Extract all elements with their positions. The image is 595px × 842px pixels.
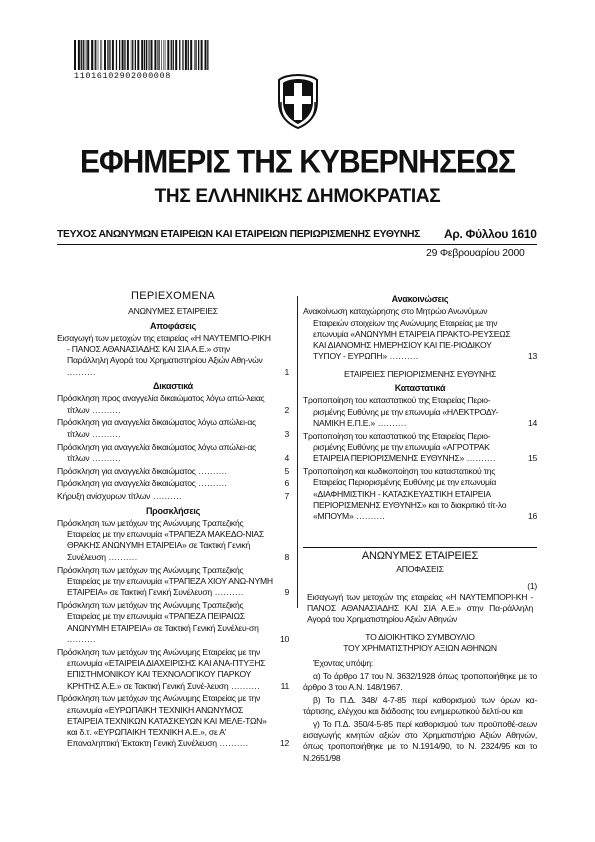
toc-group-title: Ανακοινώσεις [391, 294, 449, 304]
toc-entry-text: Πρόσκληση των μετόχων της Ανώνυμης Τραπεζικής Εταιρείας με την επωνυμία «ΤΡΑΠΕΖΑ ΠΕΙΡΑΙΩΣ ΑΝΩΝΥΜΗ ΕΤΑΙΡΕΙΑ» σε Τακτική Γενική Συνέλευ-ση [57, 599, 259, 633]
toc-heading: ΠΕΡΙΕΧΟΜΕΝΑ [131, 290, 215, 302]
body-section [303, 545, 537, 766]
toc-entry-text: Κήρυξη ανίσχυρων τίτλων [57, 491, 151, 502]
toc-entry-page: 7 [284, 491, 289, 502]
barcode-bar [137, 40, 139, 70]
barcode-bar [135, 40, 136, 70]
board-line-1: ΤΟ ΔΙΟΙΚΗΤΙΚΟ ΣΥΜΒΟΥΛΙΟ [365, 631, 475, 642]
toc-entry-text: Πρόσκληση για αναγγελία δικαιώματος λόγω απώλει-ας τίτλων [57, 417, 256, 439]
toc-entry-text: Πρόσκληση για αναγγελία δικαιώματος [57, 465, 196, 476]
toc-entry-text: Εισαγωγή των μετοχών της εταιρείας «Η ΝΑΥΤΕΜΠΟ-ΡΙΚΗ - ΠΑΝΟΣ ΑΘΑΝΑΣΙΑΔΗΣ ΚΑΙ ΣΙΑ Α.Ε.» στην Παράλληλη Αγορά του Χρηματιστηρίου Αξιών Αθη-νών [57, 332, 271, 366]
toc-entry-text: Ανακοίνωση καταχώρησης στο Μητρώο Ανωνύμων Εταιρειών στοιχείων της Ανώνυμης Εταιρείας με την επωνυμία «ΑΝΩΝΥΜΗ ΕΤΑΙΡΕΙΑ ΠΡΑΚΤΟ-ΡΕΥΣΕΩΣ ΚΑΙ ΔΙΑΝΟΜΗΣ ΗΜΕΡΗΣΙΟΥ ΚΑΙ ΠΕ-ΡΙΟΔΙΚΟΥ ΤΥΠΟΥ - ΕΥΡΩΠΗ» [303, 306, 511, 362]
board-line-2: ΤΟΥ ΧΡΗΜΑΤΙΣΤΗΡΙΟΥ ΑΞΙΩΝ ΑΘΗΝΩΝ [343, 642, 497, 653]
toc-leader-dots: .......... [67, 366, 96, 377]
clause-paragraph: α) Το άρθρο 17 του Ν. 3632/1928 όπως τροποποιήθηκε με το άρθρο 3 του Α.Ν. 148/1967. [303, 670, 537, 692]
barcode-bar [182, 40, 183, 70]
barcode-bar [164, 40, 165, 70]
barcode-bar [171, 40, 172, 70]
toc-entry[interactable] [57, 466, 289, 477]
toc-entry[interactable] [57, 600, 289, 645]
toc-leader-dots: .......... [105, 551, 138, 562]
toc-entry[interactable] [57, 565, 289, 599]
barcode-bar [107, 40, 108, 70]
barcode-bar [165, 40, 166, 70]
sheet-number: Αρ. Φύλλου 1610 [444, 227, 537, 241]
toc-entry-text: Πρόσκληση προς αναγγελία δικαιώματος λόγω απώ-λειας τίτλων [57, 393, 265, 415]
issue-date: 29 Φεβρουαρίου 2000 [426, 248, 525, 259]
barcode-bar [198, 40, 199, 70]
toc-entry-text: Τροποποίηση του καταστατικού της Εταιρείας Περιο-ρισμένης Ευθύνης με την επωνυμία «ΗΛΕΚΤΡΟΔΥ-ΝΑΜΙΚΗ Ε.Π.Ε.» [303, 395, 499, 428]
gazette-subtitle: ΤΗΣ ΕΛΛΗΝΙΚΗΣ ΔΗΜΟΚΡΑΤΙΑΣ [154, 186, 441, 207]
column-divider [297, 296, 298, 608]
toc-entry[interactable] [57, 333, 289, 378]
toc-entry-page: 2 [284, 404, 289, 415]
barcode-bar [102, 40, 103, 70]
barcode-bar [185, 40, 187, 70]
barcode-bar [98, 40, 99, 70]
toc-entry[interactable] [303, 466, 537, 522]
toc-left-groups [57, 321, 289, 750]
toc-entry-text: Πρόσκληση των μετόχων της Ανώνυμης Εταιρείας με την επωνυμία «ΕΥΡΩΠΑΙΚΗ ΤΕΧΝΙΚΗ ΑΝΩΝΥΜΟΣ ΕΤΑΙΡΕΙΑ ΤΕΧΝΙΚΩΝ ΚΑΤΑΣΚΕΥΩΝ ΚΑΙ ΜΕΛΕ-ΤΩΝ» και δ.τ. «ΕΥΡΩΠΑΙΚΗ ΤΕΧΝΙΚΗ Α.Ε.», σε Α' Επαναληπτική Έκτακτη Γενική Συνέλευση [57, 693, 267, 749]
issue-type: ΤΕΥΧΟΣ ΑΝΩΝΥΜΩΝ ΕΤΑΙΡΕΙΩΝ ΚΑΙ ΕΤΑΙΡΕΙΩΝ ΠΕΡΙΩΡΙΣΜΕΝΗΣ ΕΥΘΥΝΗΣ [57, 229, 421, 240]
toc-right-groups [303, 294, 537, 363]
barcode-bar [109, 40, 110, 70]
barcode-bar [132, 40, 133, 70]
barcode-bar [78, 40, 80, 70]
barcode-bar [116, 40, 117, 70]
barcode-bar [85, 40, 86, 70]
having-in-mind: Έχοντας υπόψη: [313, 657, 374, 668]
decision-intro: Εισαγωγή των μετοχών της εταιρείας «Η ΝΑΥΤΕΜΠΟΡΙ-ΚΗ - ΠΑΝΟΣ ΑΘΑΝΑΣΙΑΔΗΣ ΚΑΙ ΣΙΑ Α.Ε.» στην Πα-ράλληλη Αγορά του Χρηματιστηρίου Αξιών Αθηνών [307, 592, 533, 625]
barcode-bar [112, 40, 114, 70]
toc-leader-dots: .......... [89, 452, 122, 463]
toc-entry-page: 4 [284, 452, 289, 463]
toc-entry-page: 12 [279, 738, 289, 749]
barcode-bar [122, 40, 124, 70]
toc-entry[interactable] [57, 693, 289, 749]
toc-entry[interactable] [57, 417, 289, 440]
toc-section-epe: ΕΤΑΙΡΕΙΕΣ ΠΕΡΙΟΡΙΣΜΕΝΗΣ ΕΥΘΥΝΗΣ [343, 368, 497, 379]
barcode-bar [161, 40, 162, 70]
toc-entry-page: 3 [284, 428, 289, 439]
barcode-bar [195, 40, 196, 70]
barcode-bar [91, 40, 93, 70]
toc-leader-dots: .......... [67, 633, 96, 644]
barcode-bar [167, 40, 169, 70]
clauses-list [303, 671, 537, 764]
toc-entry-page: 16 [527, 511, 537, 522]
barcode-bar [100, 40, 101, 70]
toc-entry-text: Πρόσκληση για αναγγελία δικαιώματος λόγω απώλει-ας τίτλων [57, 441, 256, 463]
barcode-bar [141, 40, 143, 70]
toc-entry-page: 15 [527, 453, 537, 464]
barcode-bar [149, 40, 150, 70]
barcode-bar [95, 40, 96, 70]
header-rule [57, 244, 537, 245]
toc-entry[interactable] [57, 491, 289, 502]
barcode-bar [175, 40, 177, 70]
barcode-bar [188, 40, 189, 70]
toc-group-title: Καταστατικά [394, 383, 446, 394]
greek-coat-of-arms-icon [276, 72, 320, 130]
clause-paragraph: β) Το Π.Δ. 348/ 4-7-85 περί καθορισμού των όρων κα-τάρτισης, ελέγχου και διάδοσης του ενημερωτικού δελτί-ου και [303, 695, 537, 717]
barcode-bar [104, 40, 106, 70]
barcode-bar [94, 40, 95, 70]
toc-entry-text: Τροποποίηση του καταστατικού της Εταιρείας Περιο-ρισμένης Ευθύνης με την επωνυμία «ΑΓΡΟΤΡΑΚ ΕΤΑΙΡΕΙΑ ΠΕΡΙΟΡΙΣΜΕΝΗΣ ΕΥΘΥΝΗΣ» [303, 430, 491, 464]
toc-leader-dots: .......... [216, 738, 249, 749]
toc-leader-dots: .......... [374, 417, 407, 428]
toc-leader-dots: .......... [386, 351, 419, 362]
barcode-bar [144, 40, 145, 70]
toc-leader-dots: .......... [89, 404, 122, 415]
toc-entry[interactable] [303, 306, 537, 362]
barcode-bar [127, 40, 129, 70]
toc-entry-text: Τροποποίηση και κωδικοποίηση του καταστατικού της Εταιρείας Περιορισμένης Ευθύνης με την επωνυμία «ΔΙΑΦΗΜΙΣΤΙΚΗ - ΚΑΤΑΣΚΕΥΑΣΤΙΚΗ ΕΤΑΙΡΕΙΑ ΠΕΡΙΟΡΙΣΜΕΝΗΣ ΕΥΘΥΝΗΣ» και το διακριτικό τίτ-λο «ΜΠΟΥΜ» [303, 466, 507, 522]
toc-entry-page: 5 [284, 465, 289, 476]
barcode-bar [81, 40, 82, 70]
toc-leader-dots: .......... [89, 428, 122, 439]
toc-entry-page: 8 [284, 551, 289, 562]
barcode-bar [87, 40, 89, 70]
barcode-number: 11016102902000008 [74, 71, 171, 81]
barcode-bar [154, 40, 156, 70]
toc-entry-text: Πρόσκληση των μετόχων της Ανώνυμης Εταιρείας με την επωνυμία «ΕΤΑΙΡΕΙΑ ΔΙΑΧΕΙΡΙΣΗΣ ΚΑΙ ΑΝΑ-ΠΤΥΞΗΣ ΕΠΙΣΤΗΜΟΝΙΚΟΥ ΚΑΙ ΤΕΧΝΟΛΟΓΙΚΟΥ ΠΑΡΚΟΥ ΚΡΗΤΗΣ Α.Ε.» σε Τακτική Γενική Συνέ-λευση [57, 646, 266, 691]
toc-entry[interactable] [303, 431, 537, 465]
barcode-bar [86, 40, 87, 70]
toc-left-column [57, 291, 289, 751]
toc-entry-page: 14 [527, 417, 537, 428]
toc-entry-page: 11 [280, 680, 289, 691]
body-section-heading: ΑΝΩΝΥΜΕΣ ΕΤΑΙΡΕΙΕΣ [361, 550, 479, 562]
barcode-bar [148, 40, 149, 70]
toc-entry-text: Πρόσκληση των μετόχων της Ανώνυμης Τραπεζικής Εταιρείας με την επωνυμία «ΤΡΑΠΕΖΑ ΧΙΟΥ ΑΝΩ-ΝΥΜΗ ΕΤΑΙΡΕΙΑ» σε Τακτική Γενική Συνέλευση [57, 564, 273, 598]
toc-entry-page: 9 [284, 587, 289, 598]
toc-entry-text: Πρόσκληση για αναγγελία δικαιώματος [57, 478, 196, 489]
toc-entry[interactable] [57, 647, 289, 692]
toc-leader-dots: .......... [150, 491, 182, 502]
barcode-bar [207, 40, 208, 70]
item-number: (1) [527, 581, 537, 592]
barcode-bar [201, 40, 203, 70]
toc-group-title: Προσκλήσεις [145, 505, 201, 516]
barcode-bar [124, 40, 125, 70]
toc-leader-dots: .......... [353, 511, 386, 522]
toc-leader-dots: .......... [195, 478, 228, 489]
toc-entry-page: 10 [279, 633, 289, 644]
toc-leader-dots: .......... [195, 465, 228, 476]
barcode-bar [83, 40, 84, 70]
toc-leader-dots: .......... [464, 453, 496, 464]
body-subheading: ΑΠΟΦΑΣΕΙΣ [396, 564, 444, 575]
barcode-bar [158, 40, 159, 70]
barcode-bar [205, 40, 207, 70]
barcode [74, 40, 209, 70]
barcode-bar [179, 40, 180, 70]
toc-right-column [303, 291, 537, 524]
toc-entry-page: 1 [284, 366, 289, 377]
barcode-bar [74, 40, 76, 70]
barcode-bar [151, 40, 153, 70]
barcode-bar [157, 40, 158, 70]
toc-entry[interactable] [57, 393, 289, 416]
barcode-bar [146, 40, 147, 70]
toc-group-title: Αποφάσεις [150, 320, 196, 331]
toc-entry[interactable] [57, 518, 289, 563]
barcode-bar [131, 40, 132, 70]
toc-group-title: Δικαστικά [153, 381, 193, 392]
gazette-title: ΕΦΗΜΕΡΙΣ ΤΗΣ ΚΥΒΕΡΝΗΣΕΩΣ [79, 144, 516, 181]
toc-leader-dots: .......... [228, 680, 261, 691]
clause-paragraph: γ) Το Π.Δ. 350/4-5-85 περί καθορισμού των προϋποθέ-σεων εισαγωγής κινητών αξιών στο Χρηματιστήριο Αξιών Αθηνών, όπως τροποποιήθηκε με το Ν.1914/90, το Ν. 2324/95 και το Ν.2651/98 [303, 719, 537, 763]
barcode-bar [190, 40, 192, 70]
toc-entry-page: 13 [527, 351, 537, 362]
toc-entry[interactable] [57, 478, 289, 489]
toc-entry-page: 6 [284, 478, 289, 489]
toc-entry-text: Πρόσκληση των μετόχων της Ανώνυμης Τραπεζικής Εταιρείας με την επωνυμία «ΤΡΑΠΕΖΑ ΜΑΚΕΔΟ-ΝΙΑΣ ΘΡΑΚΗΣ ΑΝΩΝΥΜΗ ΕΤΑΙΡΕΙΑ» σε Τακτική Γενική Συνέλευση [57, 517, 264, 562]
toc-leader-dots: .......... [211, 587, 244, 598]
toc-entry[interactable] [57, 442, 289, 465]
barcode-bar [119, 40, 120, 70]
toc-section-ae: ΑΝΩΝΥΜΕΣ ΕΤΑΙΡΕΙΕΣ [128, 306, 218, 317]
toc-entry[interactable] [303, 395, 537, 429]
barcode-bar [194, 40, 195, 70]
barcode-bar [173, 40, 174, 70]
toc-right-groups-epe [303, 383, 537, 523]
